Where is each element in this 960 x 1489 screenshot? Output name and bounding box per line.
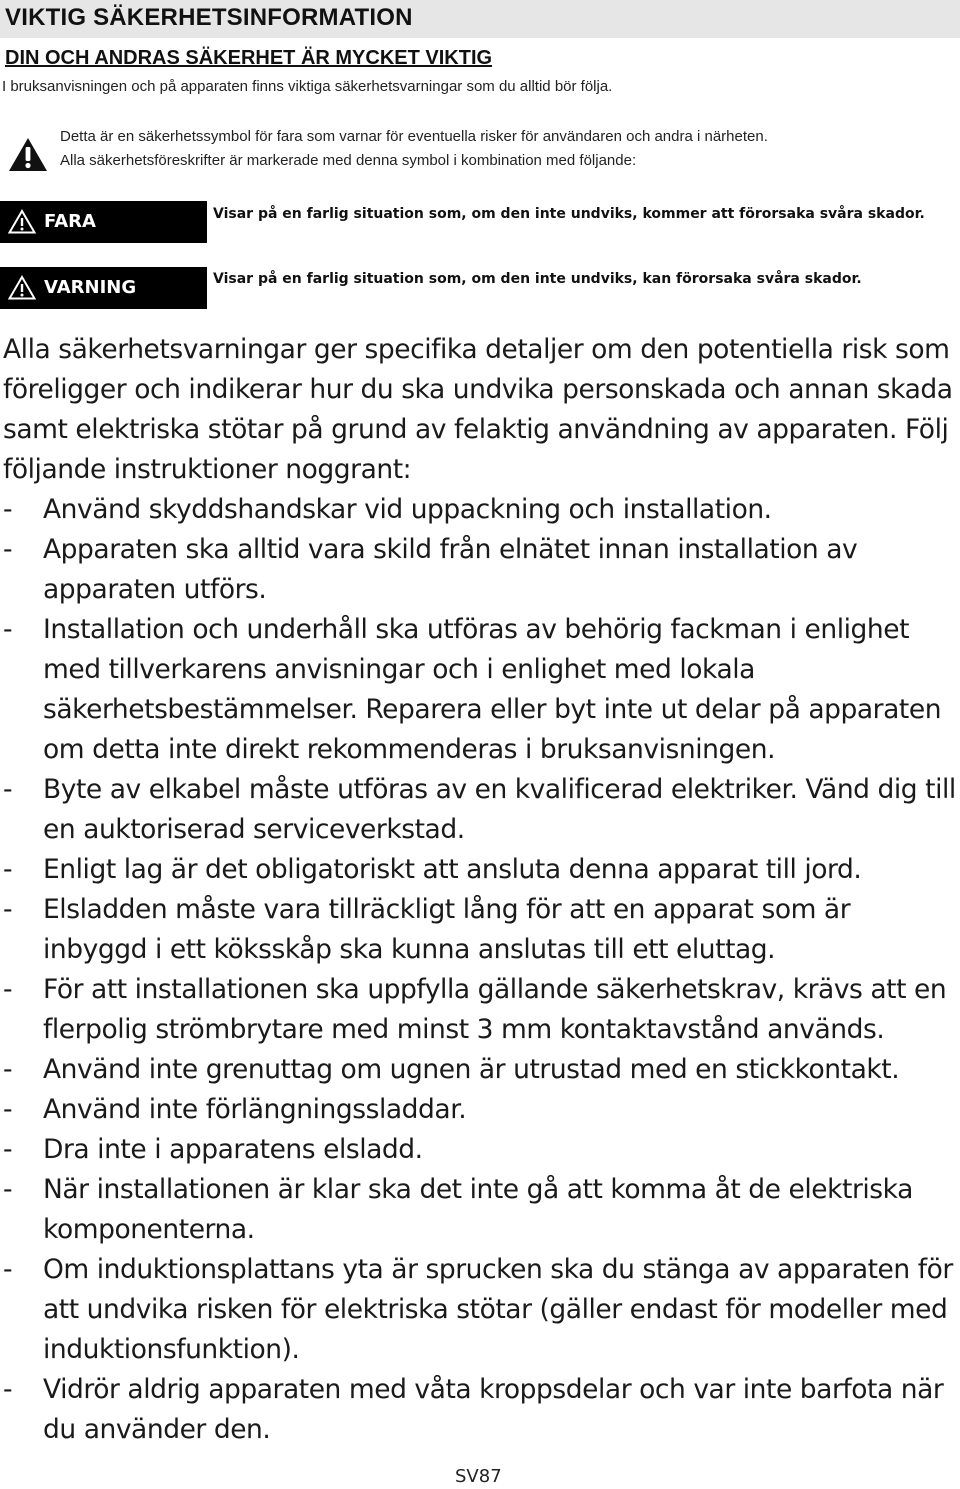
list-dash: - <box>3 614 13 645</box>
list-item <box>3 1090 958 1130</box>
page-number: SV87 <box>455 1466 502 1487</box>
signal-word-fara: FARA <box>44 211 96 232</box>
list-item <box>3 770 958 850</box>
signal-description-fara: Visar på en farlig situation som, om den inte undviks, kommer att förorsaka svåra skador. <box>213 206 925 222</box>
list-item-text: Dra inte i apparatens elsladd. <box>43 1134 423 1165</box>
list-item <box>3 490 958 530</box>
intro-text: I bruksanvisningen och på apparaten finns viktiga säkerhetsvarningar som du alltid bör följa. <box>2 78 613 95</box>
signal-description-varning: Visar på en farlig situation som, om den inte undviks, kan förorsaka svåra skador. <box>213 271 862 287</box>
list-item <box>3 1130 958 1170</box>
list-item <box>3 1250 958 1370</box>
warning-triangle-icon <box>8 137 48 172</box>
list-item <box>3 970 958 1050</box>
list-item-text: Vidrör aldrig apparaten med våta kroppsdelar och var inte barfota när du använder den. <box>43 1374 944 1445</box>
list-dash: - <box>3 1254 13 1285</box>
list-item-text: För att installationen ska uppfylla gällande säkerhetskrav, krävs att en flerpolig strömbrytare med minst 3 mm kontaktavstånd används. <box>43 974 947 1045</box>
signal-word-fara-box <box>0 201 207 243</box>
list-dash: - <box>3 854 13 885</box>
signal-word-varning-box <box>0 267 207 309</box>
list-item-text: Elsladden måste vara tillräckligt lång för att en apparat som är inbyggd i ett köksskåp ska kunna anslutas till ett eluttag. <box>43 894 851 965</box>
list-dash: - <box>3 774 13 805</box>
list-dash: - <box>3 894 13 925</box>
list-dash: - <box>3 494 13 525</box>
section-subtitle: DIN OCH ANDRAS SÄKERHET ÄR MYCKET VIKTIG <box>5 47 493 69</box>
list-item <box>3 1170 958 1250</box>
signal-word-varning: VARNING <box>44 277 137 298</box>
list-item-text: Använd inte grenuttag om ugnen är utrustad med en stickkontakt. <box>43 1054 900 1085</box>
list-item <box>3 850 958 890</box>
list-item <box>3 1370 958 1450</box>
safety-instructions <box>3 330 958 1450</box>
list-item-text: Om induktionsplattans yta är sprucken ska du stänga av apparaten för att undvika risken för elektriska stötar (gäller endast för modeller med induktionsfunktion). <box>43 1254 953 1365</box>
list-dash: - <box>3 1134 13 1165</box>
list-item <box>3 610 958 770</box>
symbol-description-line-2: Alla säkerhetsföreskrifter är markerade med denna symbol i kombination med följande: <box>60 152 637 169</box>
list-item-text: Byte av elkabel måste utföras av en kvalificerad elektriker. Vänd dig till en auktoriserad serviceverkstad. <box>43 774 956 845</box>
list-item-text: Använd inte förlängningssladdar. <box>43 1094 467 1125</box>
instruction-list <box>3 490 958 1450</box>
list-item-text: Installation och underhåll ska utföras av behörig fackman i enlighet med tillverkarens anvisningar och i enlighet med lokala säkerhetsbestämmelser. Reparera eller byt inte ut delar på apparaten om detta inte direkt rekommenderas i bruksanvisningen. <box>43 614 942 765</box>
title-bar <box>0 0 960 38</box>
list-item <box>3 890 958 970</box>
list-dash: - <box>3 1374 13 1405</box>
list-item <box>3 1050 958 1090</box>
list-dash: - <box>3 1174 13 1205</box>
list-item <box>3 530 958 610</box>
symbol-description-line-1: Detta är en säkerhetssymbol för fara som varnar för eventuella risker för användaren och andra i närheten. <box>60 128 768 145</box>
list-item-text: När installationen är klar ska det inte gå att komma åt de elektriska komponenterna. <box>43 1174 913 1245</box>
list-dash: - <box>3 1094 13 1125</box>
list-item-text: Använd skyddshandskar vid uppackning och installation. <box>43 494 772 525</box>
list-dash: - <box>3 974 13 1005</box>
list-dash: - <box>3 1054 13 1085</box>
list-item-text: Apparaten ska alltid vara skild från elnätet innan installation av apparaten utförs. <box>43 534 858 605</box>
safety-intro-paragraph: Alla säkerhetsvarningar ger specifika detaljer om den potentiella risk som föreligger och indikerar hur du ska undvika personskada och annan skada samt elektriska stötar på grund av felaktig användning av apparaten. Följ följande instruktioner noggrant: <box>3 334 953 485</box>
warning-triangle-outline-icon <box>8 209 36 234</box>
warning-triangle-outline-icon <box>8 275 36 300</box>
page-title: VIKTIG SÄKERHETSINFORMATION <box>5 4 413 31</box>
list-item-text: Enligt lag är det obligatoriskt att ansluta denna apparat till jord. <box>43 854 862 885</box>
list-dash: - <box>3 534 13 565</box>
